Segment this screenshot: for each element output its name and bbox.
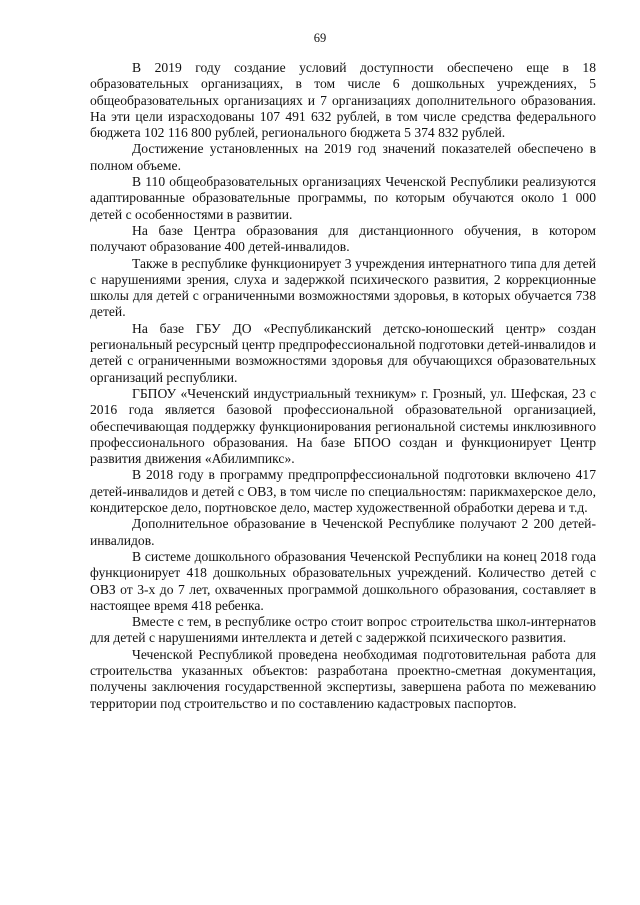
paragraph-indicators-achieved: Достижение установленных на 2019 год значений показателей обеспечено в полном объеме.: [90, 141, 596, 173]
paragraph-preprofessional-training: В 2018 году в программу предпропрфессиональной подготовки включено 417 детей-инвалидов и детей с ОВЗ, в том числе по специальностям: парикмахерское дело, кондитерское дело, портновское дело, мастер художественной обработки дерева и т.д.: [90, 467, 596, 516]
paragraph-industrial-college: ГБПОУ «Чеченский индустриальный техникум» г. Грозный, ул. Шефская, 23 с 2016 года является базовой профессиональной образовательной организацией, обеспечивающая поддержку функционирования региональной системы инклюзивного профессионального образования. На базе БПОО создан и функционирует Центр развития движения «Абилимпикс».: [90, 385, 596, 467]
paragraph-boarding-institutions: Также в республике функционирует 3 учреждения интернатного типа для детей с нарушениями зрения, слуха и задержкой психического развития, 2 коррекционные школы для детей с ограниченными возможностями здоровья, в которых обучается 738 детей.: [90, 255, 596, 320]
paragraph-boarding-schools-issue: Вместе с тем, в республике остро стоит вопрос строительства школ-интернатов для детей с нарушениями интеллекта и детей с задержкой психического развития.: [90, 614, 596, 646]
document-body: [90, 60, 596, 712]
paragraph-preschool-system: В системе дошкольного образования Чеченской Республики на конец 2018 года функционирует 418 дошкольных образовательных учреждений. Количество детей с ОВЗ от 3-х до 7 лет, охваченных программой дошкольного образования, составляет в настоящее время 418 ребенка.: [90, 548, 596, 613]
paragraph-adapted-programs: В 110 общеобразовательных организациях Чеченской Республики реализуются адаптированные образовательные программы, по которым обучаются около 1 000 детей с особенностями в развитии.: [90, 174, 596, 222]
paragraph-preparatory-work: Чеченской Республикой проведена необходимая подготовительная работа для строительства указанных объектов: разработана проектно-сметная документация, получены заключения государственной экспертизы, завершена работа по межеванию территории под строительство и по составлению кадастровых паспортов.: [90, 646, 596, 711]
paragraph-accessibility-2019: В 2019 году создание условий доступности обеспечено еще в 18 образовательных организациях, в том числе 6 дошкольных учреждениях, 5 общеобразовательных организациях и 7 организациях дополнительного образования. На эти цели израсходованы 107 491 632 рублей, в том числе средства федерального бюджета 102 116 800 рублей, регионального бюджета 5 374 832 рублей.: [90, 60, 596, 141]
paragraph-resource-center: На базе ГБУ ДО «Республиканский детско-юношеский центр» создан региональный ресурсный центр предпрофессиональной подготовки детей-инвалидов и детей с ограниченными возможностями здоровья для обучающихся образовательных организаций республики.: [90, 320, 597, 385]
paragraph-distance-learning-center: На базе Центра образования для дистанционного обучения, в котором получают образование 400 детей-инвалидов.: [90, 222, 596, 255]
page-number: 69: [313, 31, 327, 45]
paragraph-additional-education: Дополнительное образование в Чеченской Республике получают 2 200 детей-инвалидов.: [90, 516, 596, 548]
